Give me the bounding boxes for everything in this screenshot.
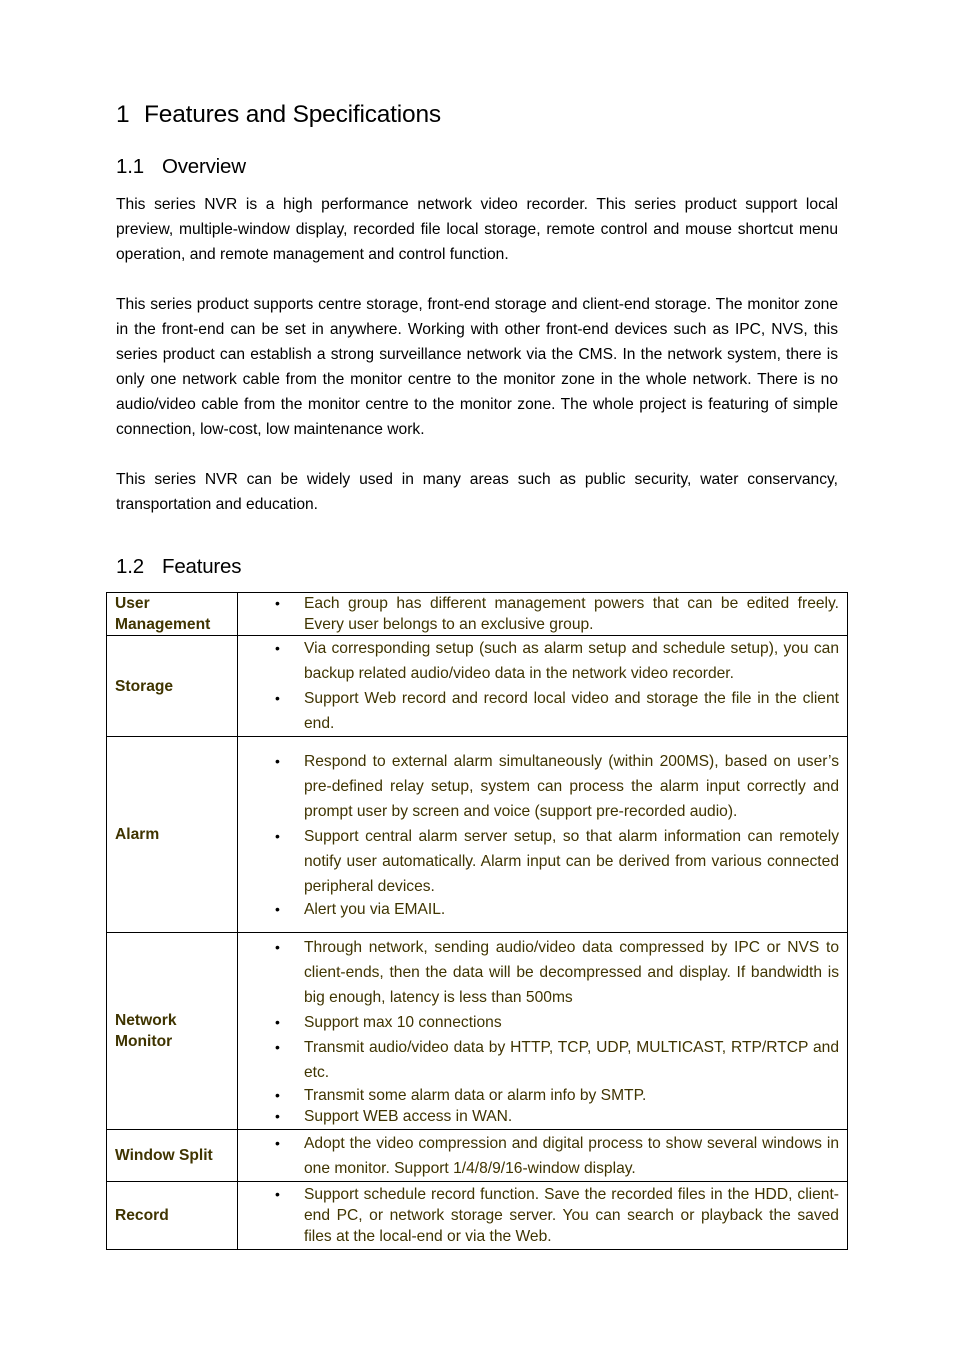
- list-item: [238, 899, 839, 920]
- bullet-icon: •: [275, 640, 280, 656]
- overview-paragraph: This series product supports centre storage, front-end storage and client-end storage. The monitor zone in the front-end can be set in anywhere. Working with other front-end devices such as IPC, NVS, this series product can establish a strong surveillance network via the CMS. In the network system, there is only one network cable from the monitor centre to the monitor zone in the whole network. There is no audio/video cable from the monitor centre to the monitor zone. The whole project is featuring of simple connection, low-cost, low maintenance work.: [116, 296, 838, 438]
- table-row: [107, 1182, 848, 1250]
- features-table: [106, 592, 848, 1250]
- feature-label: Record: [107, 1182, 238, 1250]
- list-item: [238, 749, 839, 824]
- list-item-text: Alert you via EMAIL.: [304, 901, 446, 918]
- section-number: 1.2: [116, 555, 144, 578]
- feature-content: [238, 1182, 848, 1250]
- table-row: [107, 737, 848, 933]
- list-item-text: Each group has different management powers that can be edited freely. Every user belongs to an exclusive group.: [304, 595, 839, 633]
- chapter-heading: [116, 101, 441, 129]
- bullet-icon: •: [275, 1186, 280, 1202]
- list-item-text: Via corresponding setup (such as alarm setup and schedule setup), you can backup related audio/video data in the network video recorder.: [304, 640, 839, 682]
- bullet-icon: •: [275, 1014, 280, 1030]
- feature-content: [238, 1130, 848, 1182]
- feature-label: Storage: [107, 636, 238, 737]
- table-row: [107, 636, 848, 737]
- list-item-text: Support central alarm server setup, so that alarm information can remotely notify user automatically. Alarm input can be derived from various connected peripheral devices.: [304, 828, 839, 895]
- list-item: [238, 1106, 839, 1127]
- list-item-text: Transmit audio/video data by HTTP, TCP, UDP, MULTICAST, RTP/RTCP and etc.: [304, 1039, 839, 1081]
- chapter-number: 1: [116, 101, 130, 128]
- section-title: Overview: [162, 155, 246, 178]
- table-row: [107, 593, 848, 636]
- feature-content: [238, 737, 848, 933]
- list-item: [238, 1010, 839, 1035]
- list-item: [238, 1184, 839, 1247]
- table-row: [107, 1130, 848, 1182]
- bullet-icon: •: [275, 690, 280, 706]
- list-item-text: Support WEB access in WAN.: [304, 1108, 513, 1125]
- overview-paragraph: This series NVR can be widely used in many areas such as public security, water conservancy, transportation and education.: [116, 471, 838, 513]
- feature-content: [238, 593, 848, 636]
- list-item: [238, 1035, 839, 1085]
- list-item: [238, 636, 839, 686]
- feature-label: Alarm: [107, 737, 238, 933]
- list-item: [238, 1131, 839, 1181]
- list-item-text: Adopt the video compression and digital process to show several windows in one monitor. Support 1/4/8/9/16-window display.: [304, 1134, 839, 1177]
- list-item-text: Support schedule record function. Save the recorded files in the HDD, client-end PC, or network storage server. You can search or playback the saved files at the local-end or via the Web.: [304, 1186, 839, 1245]
- list-item: [238, 1085, 839, 1106]
- section-heading-overview: [116, 155, 246, 179]
- bullet-icon: •: [275, 901, 280, 917]
- bullet-icon: •: [275, 1087, 280, 1103]
- feature-content: [238, 933, 848, 1130]
- list-item-text: Through network, sending audio/video data compressed by IPC or NVS to client-ends, then the data will be decompressed and display. If bandwidth is big enough, latency is less than 500ms: [304, 939, 839, 1006]
- feature-label: User Management: [107, 593, 238, 636]
- feature-label: Network Monitor: [107, 933, 238, 1130]
- list-item-text: Support Web record and record local video and storage the file in the client end.: [304, 690, 839, 732]
- list-item-text: Respond to external alarm simultaneously (within 200MS), based on user’s pre-defined relay setup, system can process the alarm input correctly and prompt user by screen and voice (support pre-recorded audio).: [304, 753, 839, 820]
- section-title: Features: [162, 555, 242, 578]
- list-item-text: Support max 10 connections: [304, 1014, 502, 1031]
- feature-content: [238, 636, 848, 737]
- list-item-text: Transmit some alarm data or alarm info by SMTP.: [304, 1087, 647, 1104]
- list-item: [238, 935, 839, 1010]
- bullet-icon: •: [275, 595, 280, 611]
- bullet-icon: •: [275, 1039, 280, 1055]
- feature-label: Window Split: [107, 1130, 238, 1182]
- bullet-icon: •: [275, 828, 280, 844]
- list-item: [238, 824, 839, 899]
- list-item: [238, 686, 839, 736]
- bullet-icon: •: [275, 1108, 280, 1124]
- overview-paragraph: This series NVR is a high performance network video recorder. This series product support local preview, multiple-window display, recorded file local storage, remote control and mouse shortcut menu operation, and remote management and control function.: [116, 196, 838, 263]
- bullet-icon: •: [275, 1134, 280, 1151]
- section-number: 1.1: [116, 155, 144, 178]
- bullet-icon: •: [275, 753, 280, 769]
- bullet-icon: •: [275, 939, 280, 955]
- table-row: [107, 933, 848, 1130]
- list-item: [238, 593, 839, 635]
- chapter-title: Features and Specifications: [144, 101, 441, 128]
- section-heading-features: [116, 555, 241, 579]
